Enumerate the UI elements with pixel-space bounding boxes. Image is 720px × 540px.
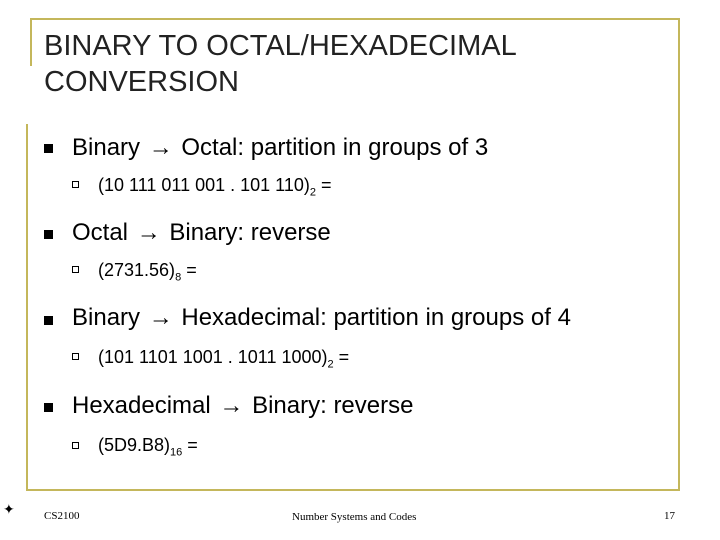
sub-item-1-base: 2: [309, 186, 316, 199]
bullet-icon: [44, 403, 53, 412]
sub-item-3: [98, 346, 349, 376]
arrow-right-icon: →: [136, 219, 161, 246]
frame-left-line: [30, 18, 32, 66]
sub-item-4-tail: =: [182, 435, 198, 455]
sub-bullet-icon: [72, 266, 79, 273]
item-4-left: Hexadecimal: [72, 392, 211, 419]
frame-bottom-line: [26, 489, 680, 491]
sparkle-icon: ✦: [3, 501, 15, 517]
sub-item-3-tail: =: [333, 347, 350, 367]
frame-right-line: [678, 18, 680, 490]
footer-topic: Number Systems and Codes: [292, 511, 417, 523]
sub-item-4-base: 16: [170, 446, 183, 459]
sub-bullet-icon: [72, 353, 79, 360]
bullet-icon: [44, 316, 53, 325]
sub-item-2-tail: =: [181, 260, 197, 280]
frame-top-line: [30, 18, 680, 20]
item-1-left: Binary: [72, 134, 141, 161]
arrow-right-icon: →: [148, 304, 173, 331]
bullet-item-2: [72, 219, 331, 247]
item-2-right: Binary: reverse: [169, 219, 331, 246]
slide-title: [44, 28, 664, 100]
footer-course: CS2100: [44, 510, 80, 522]
sub-bullet-icon: [72, 181, 79, 188]
sub-item-2-text: (2731.56): [98, 260, 176, 280]
bullet-icon: [44, 230, 53, 239]
sub-item-1-tail: =: [315, 175, 332, 195]
sub-item-1-text: (10 111 011 001 . 101 110): [98, 175, 310, 195]
footer-page-number: 17: [664, 510, 675, 522]
item-3-left: Binary: [72, 304, 141, 331]
sub-item-2-base: 8: [175, 271, 182, 284]
sub-item-1: [98, 174, 331, 204]
sub-item-4: [98, 434, 198, 464]
title-line-1: BINARY TO OCTAL/HEXADECIMAL: [44, 30, 517, 62]
bullet-item-4: [72, 392, 413, 420]
sub-item-3-text: (101 1101 1001 . 1011 1000): [98, 347, 328, 367]
item-3-right: Hexadecimal: partition in groups of 4: [181, 304, 571, 331]
bullet-item-3: [72, 304, 571, 332]
bullet-icon: [44, 144, 53, 153]
sub-item-2: [98, 259, 197, 289]
item-1-right: Octal: partition in groups of 3: [181, 134, 489, 161]
sub-item-4-text: (5D9.B8): [98, 435, 171, 455]
frame-left-lower-line: [26, 124, 28, 490]
sub-item-3-base: 2: [327, 358, 334, 371]
arrow-right-icon: →: [148, 134, 173, 161]
arrow-right-icon: →: [219, 392, 244, 419]
title-line-2: CONVERSION: [44, 66, 239, 98]
sub-bullet-icon: [72, 442, 79, 449]
item-2-left: Octal: [72, 219, 129, 246]
bullet-item-1: [72, 134, 488, 162]
item-4-right: Binary: reverse: [252, 392, 414, 419]
